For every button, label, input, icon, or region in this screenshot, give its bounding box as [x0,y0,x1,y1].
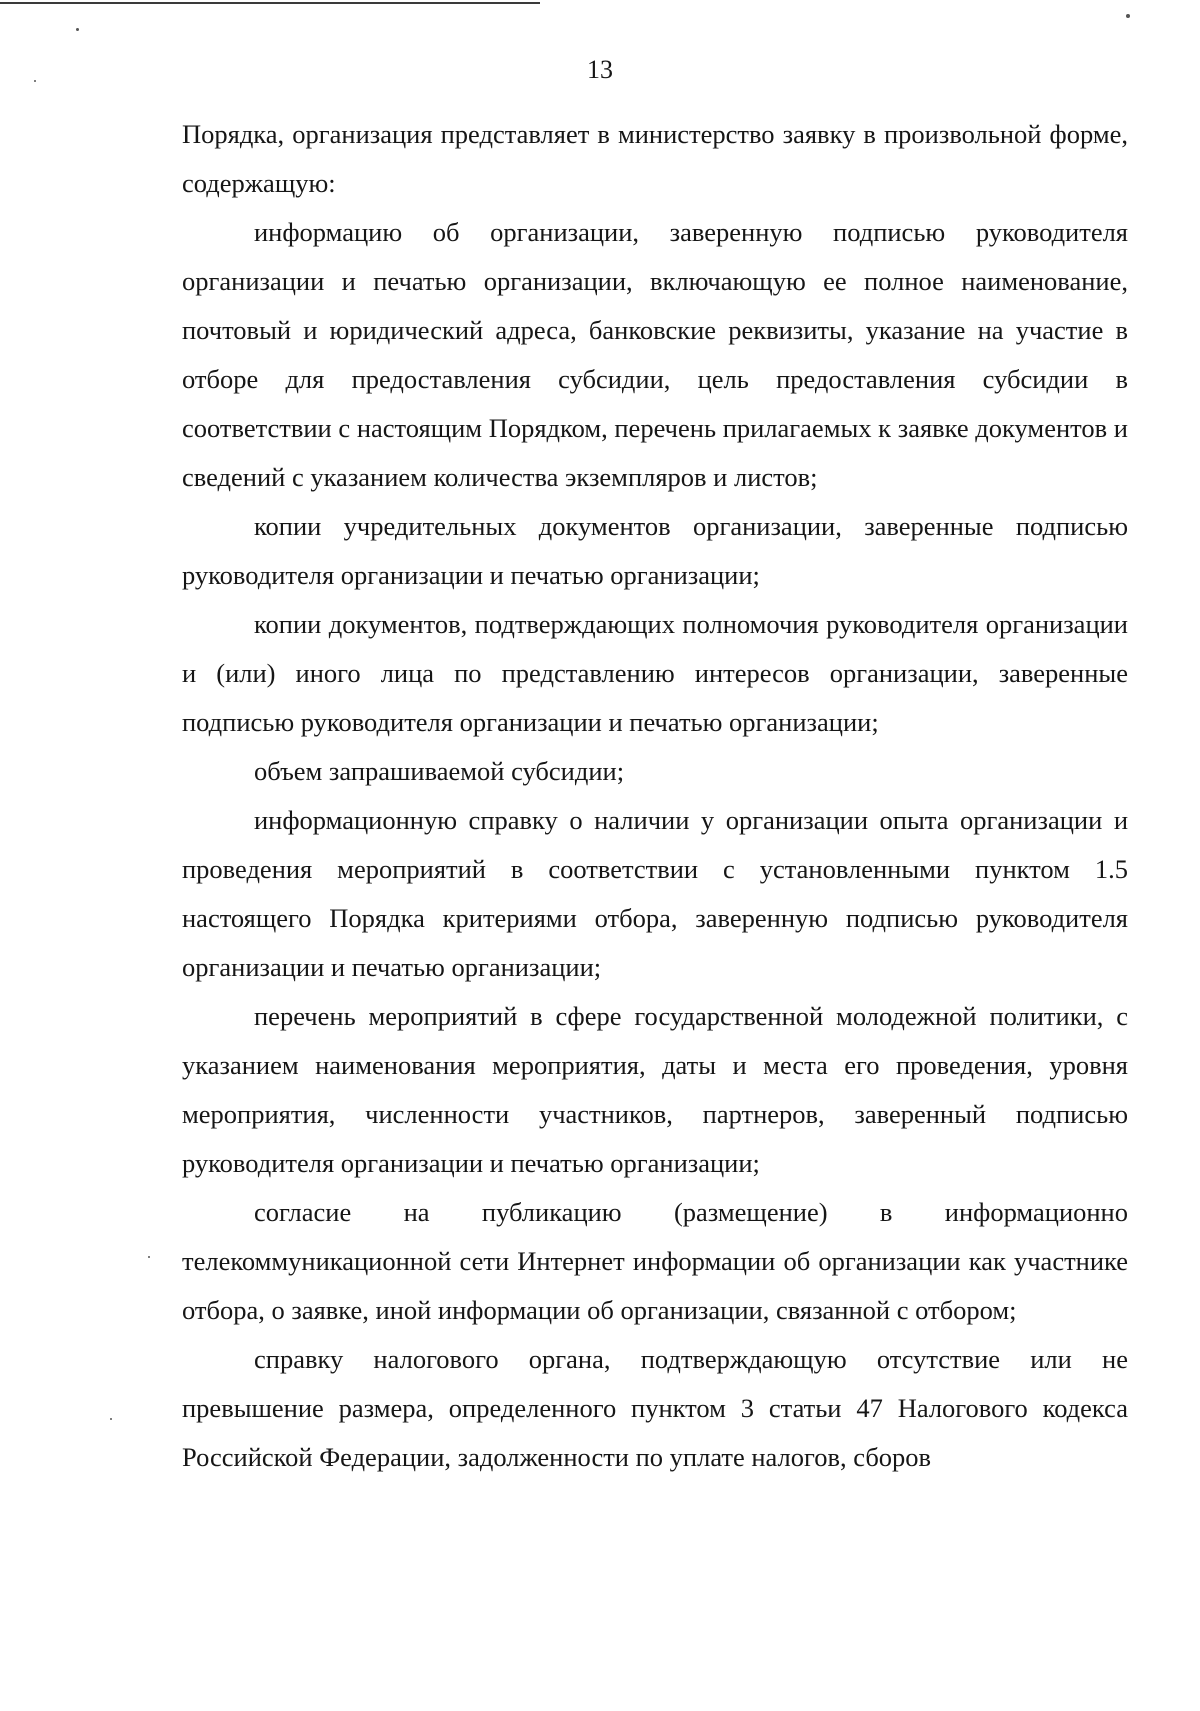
paragraph-founding-documents: копии учредительных документов организации, заверенные подписью руководителя организации и печатью организации; [182,511,1128,590]
scan-top-edge-line [0,2,540,4]
scan-speck [148,1256,150,1258]
page-number: 13 [587,55,613,84]
paragraph-authority-documents: копии документов, подтверждающих полномочия руководителя организации и (или) иного лица по представлению интересов организации, заверенные подписью руководителя организации и печатью организации; [182,609,1128,737]
paragraph-events-list: перечень мероприятий в сфере государственной молодежной политики, с указанием наименования мероприятия, даты и места его проведения, уровня мероприятия, численности участников, партнеров, заверенный подписью руководителя организации и печатью организации; [182,1001,1128,1178]
document-body [182,110,1128,1482]
paragraph-publication-consent: согласие на публикацию (размещение) в информационно телекоммуникационной сети Интернет информации об организации как участнике отбора, о заявке, иной информации об организации, связанной с отбором; [182,1197,1128,1325]
paragraph-continuation: Порядка, организация представляет в министерство заявку в произвольной форме, содержащую: [182,119,1128,198]
paragraph-tax-certificate: справку налогового органа, подтверждающую отсутствие или не превышение размера, определенного пунктом 3 статьи 47 Налогового кодекса Российской Федерации, задолженности по уплате налогов, сборов [182,1344,1128,1472]
paragraph-experience-reference: информационную справку о наличии у организации опыта организации и проведения мероприятий в соответствии с установленными пунктом 1.5 настоящего Порядка критериями отбора, заверенную подписью руководителя организации и печатью организации; [182,805,1128,982]
paragraph-organization-info: информацию об организации, заверенную подписью руководителя организации и печатью организации, включающую ее полное наименование, почтовый и юридический адреса, банковские реквизиты, указание на участие в отборе для предоставления субсидии, цель предоставления субсидии в соответствии с настоящим Порядком, перечень прилагаемых к заявке документов и сведений с указанием количества экземпляров и листов; [182,217,1128,492]
scan-speck [1126,14,1130,18]
scan-speck [110,1418,112,1420]
scan-speck [76,28,79,31]
paragraph-subsidy-amount: объем запрашиваемой субсидии; [254,756,625,786]
